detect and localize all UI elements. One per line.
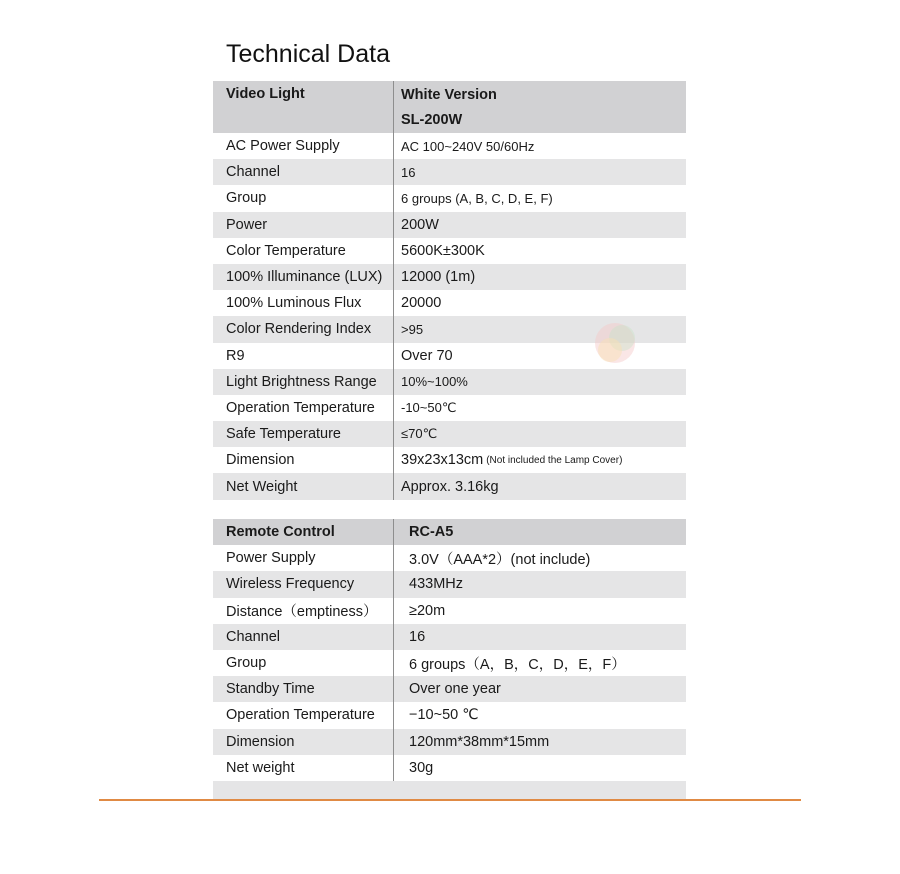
table-row xyxy=(213,702,686,728)
video-light-spec-table xyxy=(213,81,686,500)
row-label: 100% Luminous Flux xyxy=(226,295,362,312)
row-value: 433MHz xyxy=(393,571,686,597)
table-row xyxy=(213,316,686,342)
table-row xyxy=(213,212,686,238)
table-footer-band xyxy=(213,781,686,799)
table-row xyxy=(213,650,686,676)
row-label: Net weight xyxy=(226,759,295,776)
row-label: Power Supply xyxy=(226,550,316,567)
row-label: Wireless Frequency xyxy=(226,576,355,593)
table-row xyxy=(213,598,686,624)
header-value xyxy=(393,81,686,133)
row-value: 120mm*38mm*15mm xyxy=(393,729,686,755)
row-value: 10%~100% xyxy=(393,369,686,395)
row-label: Power xyxy=(226,216,268,233)
row-label: Channel xyxy=(226,164,281,181)
row-value: >95 xyxy=(393,316,686,342)
table-row xyxy=(213,755,686,781)
row-value: 16 xyxy=(393,624,686,650)
row-value: AC 100~240V 50/60Hz xyxy=(393,133,686,159)
row-label: AC Power Supply xyxy=(226,138,340,155)
header-label: Remote Control xyxy=(226,524,335,541)
orange-divider-rule xyxy=(99,799,801,801)
version-label: White Version xyxy=(401,87,497,103)
row-value: Over 70 xyxy=(393,343,686,369)
row-label: Channel xyxy=(226,628,281,645)
row-value: 30g xyxy=(393,755,686,781)
table-row xyxy=(213,133,686,159)
table-row xyxy=(213,369,686,395)
table-header xyxy=(213,81,686,133)
row-label: Standby Time xyxy=(226,681,315,698)
table-header xyxy=(213,519,686,545)
row-value: 12000 (1m) xyxy=(393,264,686,290)
row-value: 3.0V（AAA*2）(not include) xyxy=(393,545,686,571)
row-label: Safe Temperature xyxy=(226,426,341,443)
header-label: Video Light xyxy=(226,86,305,102)
table-row xyxy=(213,395,686,421)
row-label: Dimension xyxy=(226,733,295,750)
row-value: 6 groups (A, B, C, D, E, F) xyxy=(393,185,686,211)
row-value: Over one year xyxy=(393,676,686,702)
table-row xyxy=(213,290,686,316)
row-value: 6 groups（A，B，C，D，E，F） xyxy=(393,650,686,676)
model-label: SL-200W xyxy=(401,112,463,128)
row-label: Color Rendering Index xyxy=(226,321,372,338)
row-value: -10~50℃ xyxy=(393,395,686,421)
row-label: Light Brightness Range xyxy=(226,373,377,390)
table-row xyxy=(213,447,686,473)
row-label: 100% Illuminance (LUX) xyxy=(226,269,383,286)
row-value: 200W xyxy=(393,212,686,238)
row-label: Group xyxy=(226,190,267,207)
row-value: −10~50 ℃ xyxy=(393,702,686,728)
table-row xyxy=(213,238,686,264)
row-label: Dimension xyxy=(226,452,295,469)
row-value: ≥20m xyxy=(393,598,686,624)
table-row xyxy=(213,624,686,650)
row-label: R9 xyxy=(226,347,245,364)
page-title: Technical Data xyxy=(226,40,390,68)
table-row xyxy=(213,185,686,211)
row-value: 5600K±300K xyxy=(393,238,686,264)
table-row xyxy=(213,545,686,571)
row-label: Operation Temperature xyxy=(226,707,375,724)
table-row xyxy=(213,264,686,290)
table-row xyxy=(213,421,686,447)
remote-control-spec-table xyxy=(213,519,686,799)
row-value: 16 xyxy=(393,159,686,185)
table-row xyxy=(213,676,686,702)
dimension-note: (Not included the Lamp Cover) xyxy=(486,454,623,466)
table-row xyxy=(213,473,686,499)
table-row xyxy=(213,159,686,185)
row-label: Group xyxy=(226,655,267,672)
table-row xyxy=(213,729,686,755)
row-label: Color Temperature xyxy=(226,242,346,259)
table-row xyxy=(213,343,686,369)
row-label: Distance（emptiness） xyxy=(226,604,378,621)
table-row xyxy=(213,571,686,597)
row-value: ≤70℃ xyxy=(393,421,686,447)
header-value: RC-A5 xyxy=(393,519,686,545)
dimension-value: 39x23x13cm xyxy=(401,452,484,469)
row-value: Approx. 3.16kg xyxy=(393,473,686,499)
row-value: 20000 xyxy=(393,290,686,316)
row-label: Operation Temperature xyxy=(226,399,375,416)
row-label: Net Weight xyxy=(226,478,298,495)
row-value xyxy=(393,447,686,473)
